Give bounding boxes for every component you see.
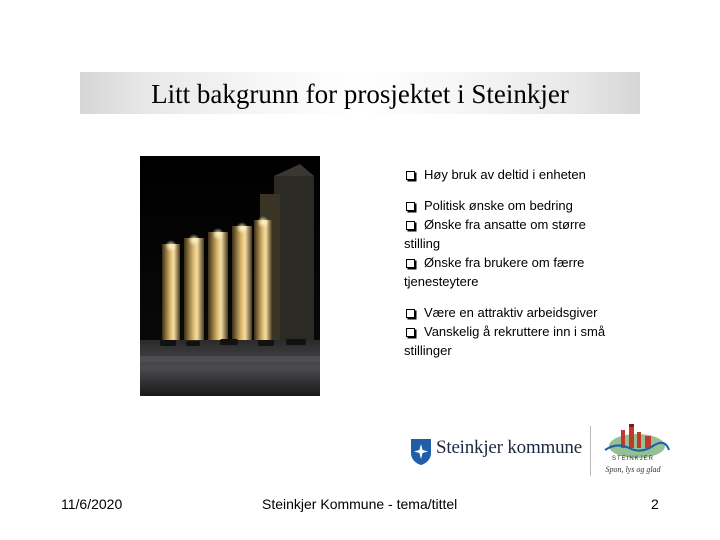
bullet-item: Høy bruk av deltid i enheten <box>404 165 654 184</box>
kommune-name: Steinkjer kommune <box>436 437 582 458</box>
city-skyline-icon <box>593 422 673 478</box>
footer-date: 11/6/2020 <box>61 496 123 512</box>
silo-photo-illustration <box>140 156 320 396</box>
bullet-item: Være en attraktiv arbeidsgiver <box>404 303 654 322</box>
bullet-item: Vanskelig å rekruttere inn i små stillinger <box>404 324 606 358</box>
city-tagline: Spon, lys og glad <box>605 465 661 474</box>
city-name: STEINKJER <box>611 456 655 462</box>
checkbox-bullet-icon <box>406 328 415 337</box>
steinkjer-kommune-logo <box>410 434 580 472</box>
bullet-item: Politisk ønske om bedring <box>404 196 654 215</box>
logo-divider <box>590 426 591 476</box>
checkbox-bullet-icon <box>406 259 415 268</box>
steinkjer-city-logo <box>593 422 673 478</box>
bullet-item: Ønske fra ansatte om større stilling <box>404 217 586 251</box>
checkbox-bullet-icon <box>406 309 415 318</box>
bullet-list <box>404 165 654 360</box>
checkbox-bullet-icon <box>406 221 415 230</box>
bullet-item: Ønske fra brukere om færre tjenesteytere <box>404 255 585 289</box>
page-number: 2 <box>651 496 659 512</box>
footer-title: Steinkjer Kommune - tema/tittel <box>262 496 458 512</box>
checkbox-bullet-icon <box>406 202 415 211</box>
slide-title: Litt bakgrunn for prosjektet i Steinkjer <box>151 79 569 109</box>
grain-silo-night-photo <box>140 156 320 396</box>
checkbox-bullet-icon <box>406 171 415 180</box>
coat-of-arms-shield-icon <box>410 438 432 466</box>
